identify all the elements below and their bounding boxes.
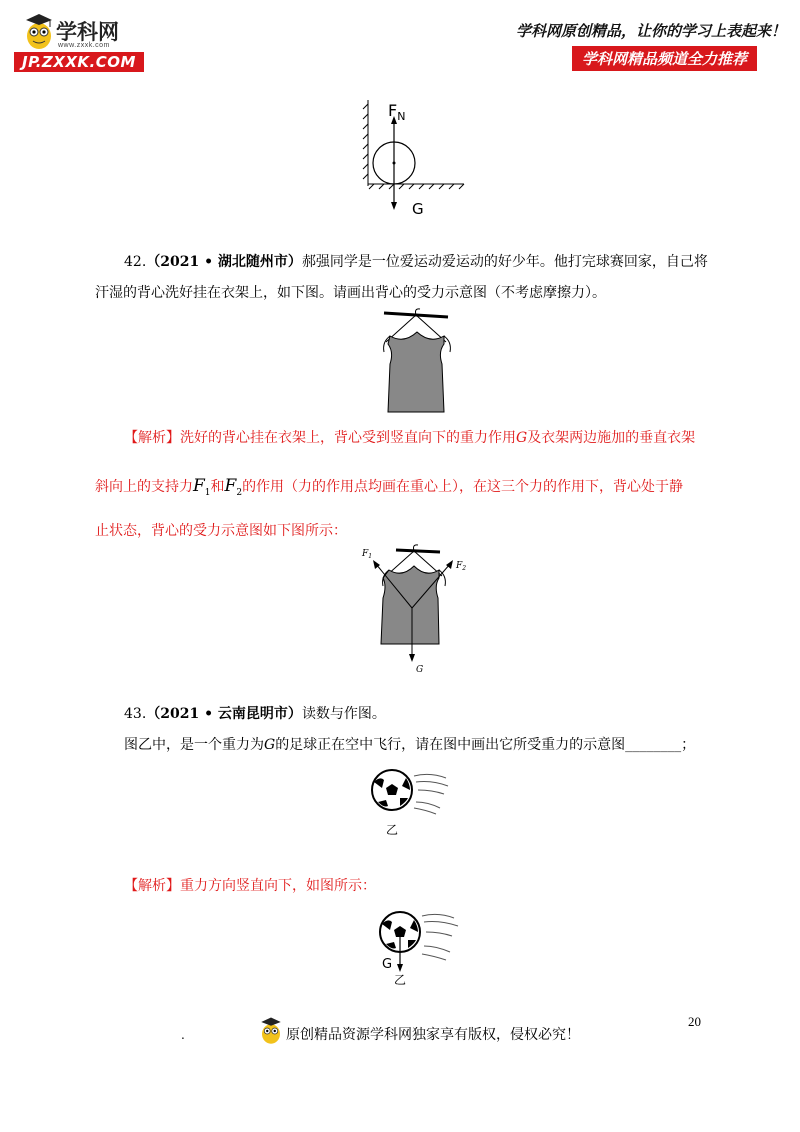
question-text: 郝强同学是一位爱运动爱运动的好少年。他打完球赛回家，自己将	[301, 254, 708, 270]
f1-label: $F_1$	[362, 549, 373, 560]
fn-label: $F_N$	[388, 101, 406, 123]
answer-42-line1: 【解析】洗好的背心挂在衣架上，背心受到竖直向下的重力作用G及衣架两边施加的垂直衣架	[124, 430, 696, 446]
page-number: 20	[688, 1014, 701, 1029]
vest-force-diagram	[356, 540, 476, 680]
g-label: G	[382, 957, 393, 972]
question-number: 42.	[124, 254, 147, 270]
logo-band: JP.ZXXK.COM	[14, 52, 144, 72]
footer-copyright: 原创精品资源学科网独家享有版权，侵权必究！	[286, 1027, 580, 1043]
football-figure	[366, 762, 456, 842]
logo-text: 学科网	[56, 20, 119, 44]
header-slogan: 学科网原创精品，让你的学习上表起来！	[516, 22, 787, 40]
footer-dot: .	[181, 1028, 185, 1042]
answer-tag: 【解析】	[124, 430, 180, 446]
logo-url: www.zxxk.com	[58, 42, 110, 49]
g-label: G	[412, 200, 424, 218]
football-gravity-diagram	[374, 904, 466, 988]
floor	[368, 184, 464, 189]
question-43-line1: 43.（2021 • 云南昆明市）读数与作图。	[124, 706, 386, 722]
ball-force-diagram	[360, 96, 470, 226]
figure-label: 乙	[386, 823, 399, 837]
mascot-icon	[22, 12, 56, 52]
f2-label: $F_2$	[456, 561, 467, 572]
g-label: G	[416, 665, 424, 675]
header-recommend: 学科网精品频道全力推荐	[572, 46, 757, 71]
question-43-line2: 图乙中，是一个重力为G的足球正在空中飞行，请在图中画出它所受重力的示意图________；	[124, 737, 696, 753]
answer-42-line3: 止状态，背心的受力示意图如下图所示：	[95, 523, 347, 539]
wall	[363, 100, 368, 186]
figure-label: 乙	[394, 973, 407, 987]
answer-42-line2: 斜向上的支持力$F_1$和$F_2$的作用（力的作用点均画在重心上），在这三个力的作用下，背心处于静	[95, 476, 684, 498]
vest-on-hanger-figure	[374, 308, 464, 416]
question-42-line2: 汗湿的背心洗好挂在衣架上，如下图。请画出背心的受力示意图（不考虑摩擦力）。	[95, 285, 606, 301]
answer-43: 【解析】重力方向竖直向下，如图所示：	[124, 878, 376, 894]
question-42-line1	[124, 252, 724, 272]
mascot-icon	[258, 1016, 284, 1046]
question-source: （2021 • 湖北随州市）	[146, 254, 302, 270]
site-logo	[14, 10, 164, 72]
normal-force-arrow	[391, 116, 397, 163]
